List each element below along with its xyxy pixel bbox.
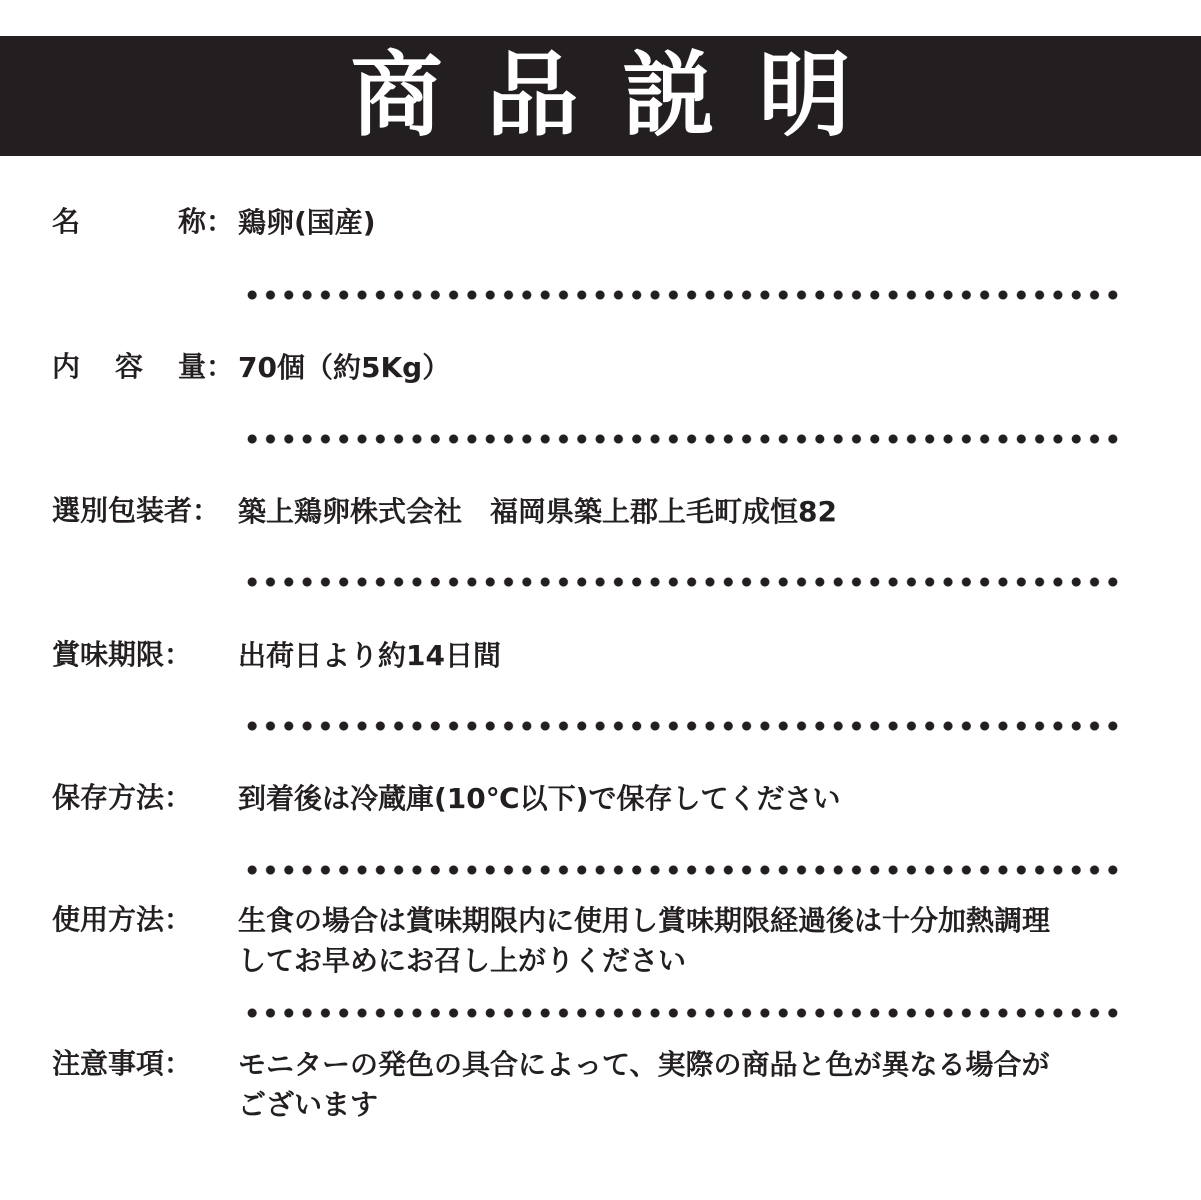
spec-label-quantity-part2: 容 [114, 350, 143, 383]
page-title: 商品説明 [350, 42, 895, 149]
spec-label-name [52, 203, 234, 241]
title-banner [0, 36, 1201, 156]
spec-label-notes: 注意事項： [52, 1047, 193, 1080]
dotted-divider [243, 1008, 1121, 1018]
dotted-divider [243, 577, 1121, 587]
spec-label-best-before: 賞味期限： [52, 638, 193, 671]
spec-value-best-before: 出荷日より約14日間 [238, 639, 501, 672]
spec-label-packer: 選別包装者： [52, 494, 221, 527]
spec-label-quantity-part1: 内 [52, 350, 81, 383]
dotted-divider [243, 434, 1121, 444]
spec-label-name-part2: 称： [177, 205, 234, 238]
spec-label-storage: 保存方法： [52, 781, 193, 814]
spec-label-quantity [52, 348, 234, 386]
spec-value-notes: モニターの発色の具合によって、実際の商品と色が異なる場合が ございます [238, 1048, 1050, 1121]
spec-value-packer: 築上鶏卵株式会社 福岡県築上郡上毛町成恒82 [238, 495, 837, 528]
spec-label-name-part1: 名 [52, 205, 81, 238]
spec-value-quantity: 70個（約5Kg） [238, 351, 451, 384]
dotted-divider [243, 865, 1121, 875]
spec-label-quantity-part3: 量： [177, 350, 234, 383]
spec-value-name: 鶏卵(国産) [238, 206, 376, 239]
spec-value-usage: 生食の場合は賞味期限内に使用し賞味期限経過後は十分加熱調理 してお早めにお召し上がりください [238, 904, 1051, 977]
dotted-divider [243, 290, 1121, 300]
spec-value-storage: 到着後は冷蔵庫(10℃以下)で保存してください [238, 782, 841, 815]
spec-label-usage: 使用方法： [52, 903, 193, 936]
dotted-divider [243, 721, 1121, 731]
